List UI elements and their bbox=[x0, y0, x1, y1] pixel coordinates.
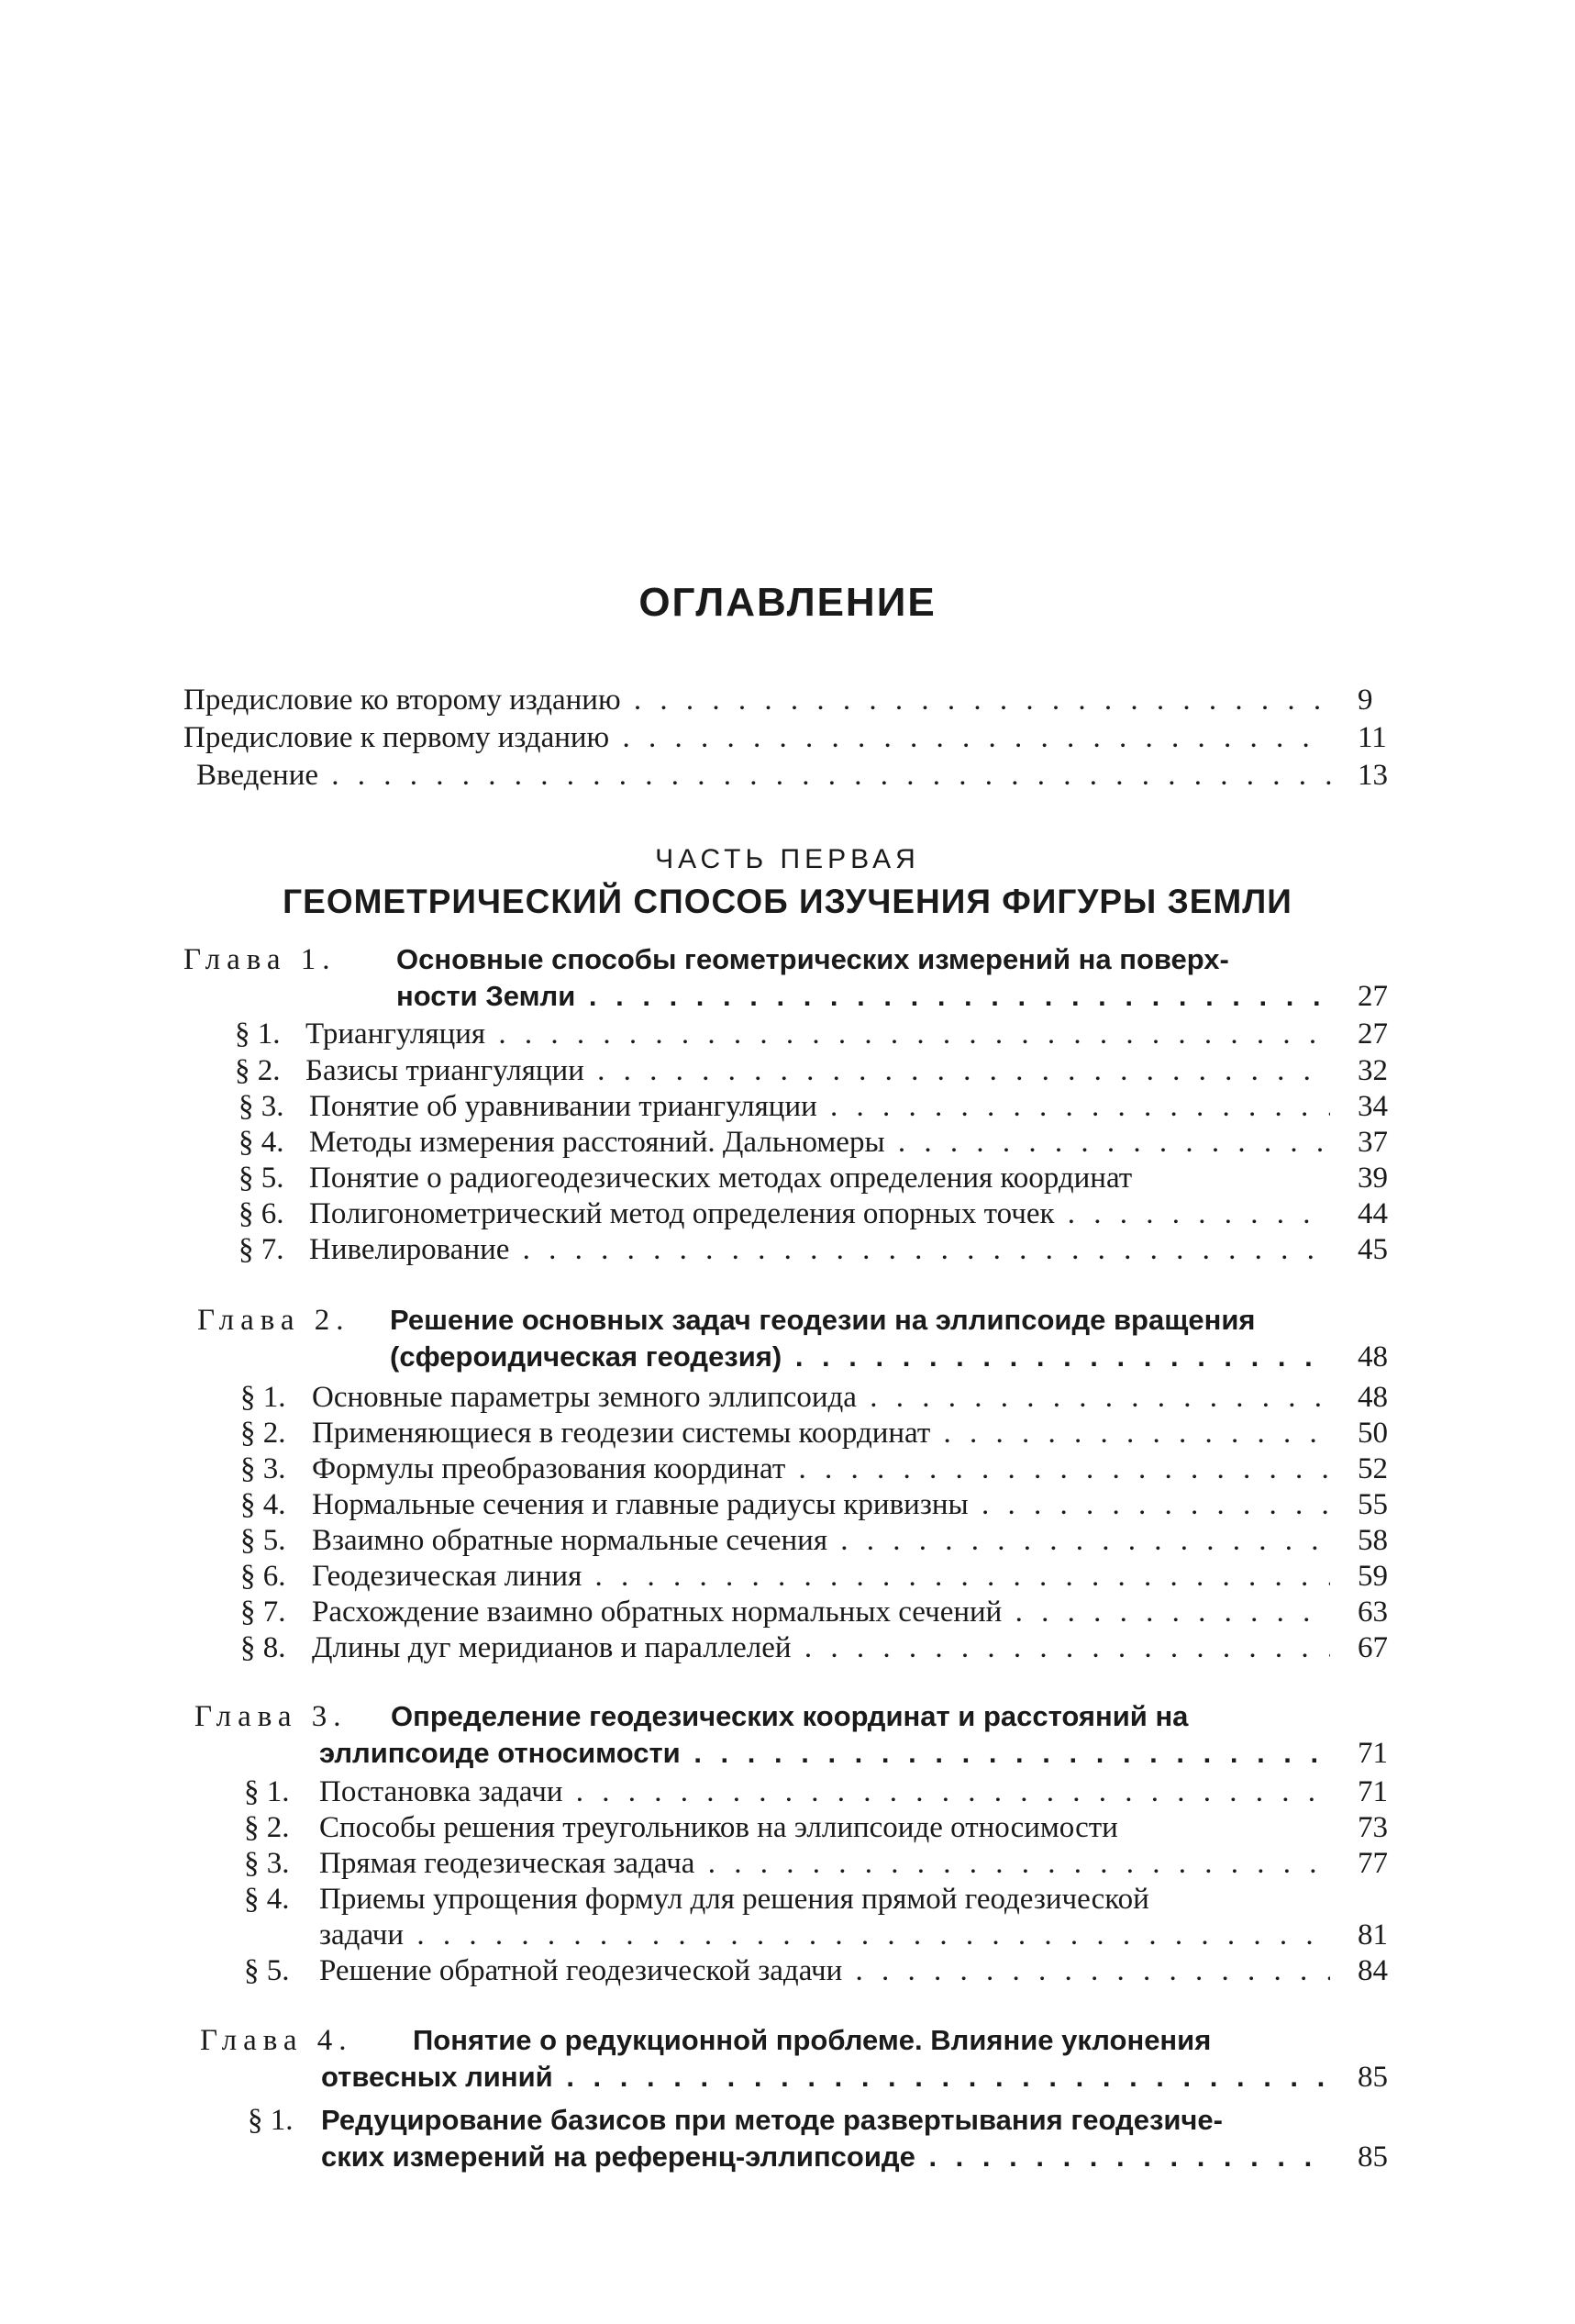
chapter-title-line2: ности Земли . . . bbox=[396, 977, 1330, 1016]
entry-page: 67 bbox=[1358, 1631, 1388, 1664]
section-4-1-cont bbox=[183, 2138, 1413, 2176]
entry-page: 73 bbox=[1358, 1811, 1388, 1844]
section-2-3 bbox=[183, 1450, 1413, 1488]
section-title: Полигонометрический метод определения опорных точек . . . bbox=[309, 1195, 1330, 1233]
entry-page: 32 bbox=[1358, 1054, 1388, 1087]
chapter-2-heading-cont bbox=[183, 1338, 1413, 1376]
section-num: § 3. bbox=[244, 1847, 290, 1880]
entry-page: 44 bbox=[1358, 1197, 1388, 1230]
section-2-4 bbox=[183, 1485, 1413, 1524]
section-title: Редуцирование базисов при методе развертывания геодезиче- bbox=[321, 2104, 1223, 2136]
chapter-title-line1: Понятие о редукционной проблеме. Влияние уклонения bbox=[413, 2024, 1212, 2056]
entry-label: Предисловие к первому изданию . . . bbox=[183, 718, 1330, 757]
section-1-6 bbox=[183, 1195, 1413, 1233]
section-title: Формулы преобразования координат . . . bbox=[312, 1450, 1330, 1488]
entry-page: 71 bbox=[1358, 1775, 1388, 1808]
entry-page: 85 bbox=[1358, 2061, 1388, 2094]
entry-page: 77 bbox=[1358, 1847, 1388, 1880]
section-title: Взаимно обратные нормальные сечения . . . bbox=[312, 1521, 1330, 1560]
entry-page: 63 bbox=[1358, 1596, 1388, 1629]
chapter-prefix: Глава 2. bbox=[197, 1304, 350, 1337]
section-num: § 1. bbox=[248, 2104, 294, 2137]
section-num: § 1. bbox=[235, 1017, 281, 1051]
chapter-title-line2: отвесных линий . . . bbox=[321, 2058, 1330, 2096]
section-3-5 bbox=[183, 1951, 1413, 1990]
section-num: § 5. bbox=[238, 1162, 284, 1195]
section-title: Решение обратной геодезической задачи . . . bbox=[319, 1951, 1330, 1990]
entry-page: 27 bbox=[1358, 980, 1388, 1013]
section-title: Приемы упрощения формул для решения прямой геодезической bbox=[319, 1883, 1149, 1916]
section-title: Прямая геодезическая задача . . . bbox=[319, 1844, 1330, 1883]
page-title: ОГЛАВЛЕНИЕ bbox=[638, 580, 937, 625]
section-num: § 4. bbox=[240, 1488, 286, 1521]
entry-page: 27 bbox=[1358, 1017, 1388, 1051]
entry-page: 11 bbox=[1358, 721, 1387, 754]
chapter-4-heading bbox=[183, 2021, 1413, 2060]
entry-page: 71 bbox=[1358, 1737, 1388, 1770]
chapter-title-line2: (сфероидическая геодезия) . . . bbox=[390, 1338, 1330, 1376]
section-2-6 bbox=[183, 1557, 1413, 1596]
section-title: Применяющиеся в геодезии системы координат . . . bbox=[312, 1414, 1330, 1452]
section-1-4 bbox=[183, 1123, 1413, 1162]
section-1-1 bbox=[183, 1015, 1413, 1053]
chapter-title-line2: эллипсоиде относимости . . . bbox=[319, 1734, 1330, 1773]
section-title-cont: ских измерений на референц-эллипсоиде . . . bbox=[321, 2138, 1330, 2176]
chapter-4-heading-cont bbox=[183, 2058, 1413, 2096]
chapter-1-heading bbox=[183, 940, 1413, 979]
toc-entry-preface-2 bbox=[183, 681, 1413, 719]
chapter-title-line1: Основные способы геометрических измерений на поверх- bbox=[396, 943, 1229, 975]
entry-page: 50 bbox=[1358, 1417, 1388, 1450]
section-num: § 7. bbox=[240, 1596, 286, 1629]
section-num: § 3. bbox=[240, 1452, 286, 1485]
entry-page: 58 bbox=[1358, 1524, 1388, 1557]
section-1-3 bbox=[183, 1087, 1413, 1126]
section-num: § 5. bbox=[244, 1954, 290, 1987]
section-title: Базисы триангуляции . . . bbox=[305, 1051, 1330, 1090]
chapter-prefix: Глава 1. bbox=[183, 943, 337, 976]
entry-page: 37 bbox=[1358, 1126, 1388, 1159]
entry-page: 48 bbox=[1358, 1381, 1388, 1414]
entry-page: 85 bbox=[1358, 2141, 1388, 2174]
chapter-title-line1: Определение геодезических координат и расстояний на bbox=[391, 1700, 1189, 1732]
section-2-5 bbox=[183, 1521, 1413, 1560]
section-num: § 2. bbox=[240, 1417, 286, 1450]
section-3-4-cont bbox=[183, 1916, 1413, 1954]
entry-page: 84 bbox=[1358, 1954, 1388, 1987]
entry-page: 9 bbox=[1358, 684, 1373, 717]
entry-page: 34 bbox=[1358, 1090, 1388, 1123]
section-1-5 bbox=[183, 1159, 1413, 1197]
entry-page: 52 bbox=[1358, 1452, 1388, 1485]
section-2-1 bbox=[183, 1378, 1413, 1417]
section-num: § 4. bbox=[244, 1883, 290, 1916]
section-num: § 2. bbox=[235, 1054, 281, 1087]
chapter-2-heading bbox=[183, 1301, 1413, 1340]
section-2-8 bbox=[183, 1629, 1413, 1667]
entry-label: Предисловие ко второму изданию . . . bbox=[183, 681, 1330, 719]
toc-entry-preface-1 bbox=[183, 718, 1413, 757]
chapter-3-heading-cont bbox=[183, 1734, 1413, 1773]
section-4-1 bbox=[183, 2101, 1413, 2140]
chapter-prefix: Глава 4. bbox=[200, 2024, 353, 2057]
section-num: § 8. bbox=[240, 1631, 286, 1664]
section-title: Нормальные сечения и главные радиусы кривизны . . . bbox=[312, 1485, 1330, 1524]
entry-page: 59 bbox=[1358, 1560, 1388, 1593]
section-3-3 bbox=[183, 1844, 1413, 1883]
section-2-7 bbox=[183, 1593, 1413, 1631]
entry-page: 39 bbox=[1358, 1162, 1388, 1195]
section-title: Триангуляция . . . bbox=[305, 1015, 1330, 1053]
section-num: § 2. bbox=[244, 1811, 290, 1844]
section-num: § 6. bbox=[240, 1560, 286, 1593]
section-1-2 bbox=[183, 1051, 1413, 1090]
section-title-cont: задачи . . . bbox=[319, 1916, 1330, 1954]
section-num: § 1. bbox=[244, 1775, 290, 1808]
section-title: Методы измерения расстояний. Дальномеры . . . bbox=[309, 1123, 1330, 1162]
chapter-1-heading-cont bbox=[183, 977, 1413, 1016]
section-title: Расхождение взаимно обратных нормальных сечений . . . bbox=[312, 1593, 1330, 1631]
entry-page: 45 bbox=[1358, 1233, 1388, 1266]
section-title: Геодезическая линия . . . bbox=[312, 1557, 1330, 1596]
section-title: Способы решения треугольников на эллипсоиде относимости bbox=[319, 1811, 1118, 1844]
section-title: Длины дуг меридианов и параллелей . . . bbox=[312, 1629, 1330, 1667]
entry-page: 13 bbox=[1358, 759, 1388, 792]
section-1-7 bbox=[183, 1230, 1413, 1269]
section-title: Основные параметры земного эллипсоида . . . bbox=[312, 1378, 1330, 1417]
section-3-1 bbox=[183, 1773, 1413, 1811]
section-title: Постановка задачи . . . bbox=[319, 1773, 1330, 1811]
toc-entry-intro bbox=[183, 756, 1413, 795]
section-title: Понятие о радиогеодезических методах определения координат bbox=[309, 1162, 1133, 1195]
chapter-prefix: Глава 3. bbox=[194, 1700, 348, 1733]
section-num: § 3. bbox=[238, 1090, 284, 1123]
section-title: Нивелирование . . . bbox=[309, 1230, 1330, 1269]
section-num: § 4. bbox=[238, 1126, 284, 1159]
entry-page: 55 bbox=[1358, 1488, 1388, 1521]
section-title: Понятие об уравнивании триангуляции . . . bbox=[309, 1087, 1330, 1126]
section-num: § 6. bbox=[238, 1197, 284, 1230]
part-label: ЧАСТЬ ПЕРВАЯ bbox=[655, 844, 920, 874]
entry-page: 48 bbox=[1358, 1340, 1388, 1373]
section-num: § 7. bbox=[238, 1233, 284, 1266]
entry-label: Введение . . . bbox=[196, 756, 1343, 795]
section-3-2 bbox=[183, 1808, 1413, 1847]
chapter-3-heading bbox=[183, 1697, 1413, 1736]
section-num: § 1. bbox=[240, 1381, 286, 1414]
entry-page: 81 bbox=[1358, 1918, 1388, 1951]
part-title: ГЕОМЕТРИЧЕСКИЙ СПОСОБ ИЗУЧЕНИЯ ФИГУРЫ ЗЕМЛИ bbox=[283, 883, 1292, 920]
section-num: § 5. bbox=[240, 1524, 286, 1557]
section-2-2 bbox=[183, 1414, 1413, 1452]
chapter-title-line1: Решение основных задач геодезии на эллипсоиде вращения bbox=[390, 1304, 1256, 1336]
section-3-4 bbox=[183, 1880, 1413, 1918]
